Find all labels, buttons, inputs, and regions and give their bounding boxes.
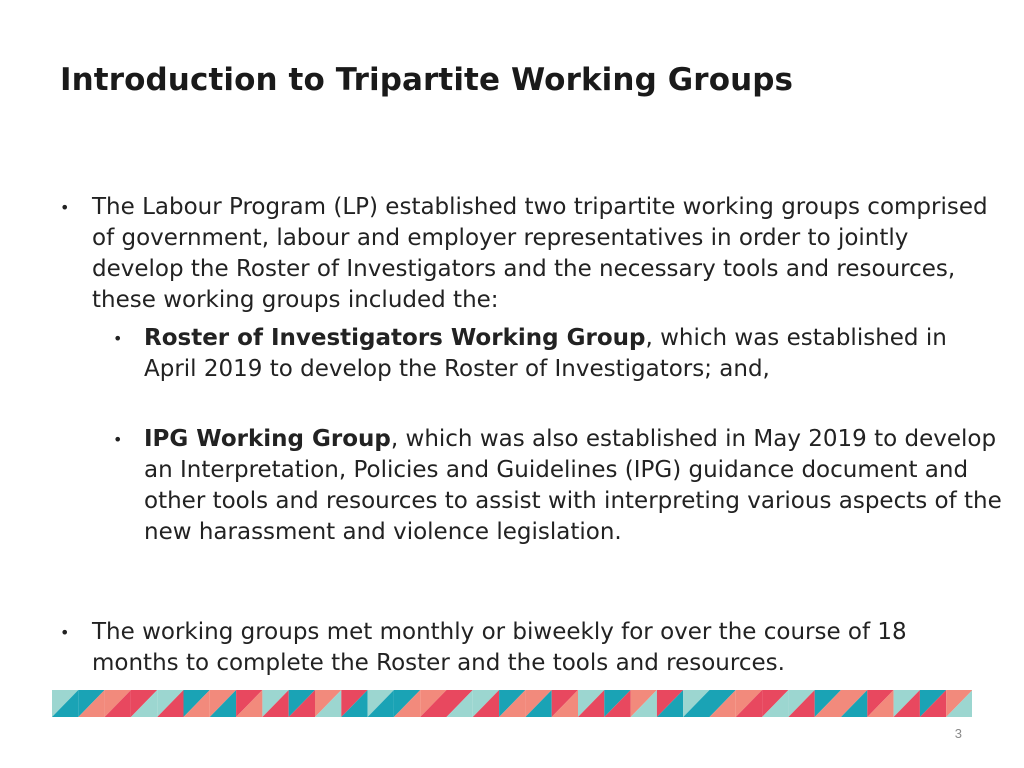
page-number: 3	[954, 726, 962, 741]
bullet-labour-program: The Labour Program (LP) established two tripartite working groups comprised of government, labour and employer representatives in order to jointly develop the Roster of Investigators and the necessary tools and resources, these working groups included the:	[92, 194, 988, 313]
sub-bullet-marker: •	[113, 329, 123, 348]
sub-bullet-roster-group	[144, 323, 1004, 385]
ipg-group-name: IPG Working Group	[144, 426, 391, 452]
sub-bullet-ipg-group	[144, 424, 1004, 548]
roster-group-description: , which was established in April 2019 to develop the Roster of Investigators; and,	[144, 325, 947, 382]
sub-bullet-marker: •	[113, 430, 123, 449]
roster-group-name: Roster of Investigators Working Group	[144, 325, 646, 351]
bullet-marker: •	[60, 198, 70, 217]
ipg-group-description: , which was also established in May 2019 to develop an Interpretation, Policies and Guidelines (IPG) guidance document and other tools and resources to assist with interpreting various aspects of the new harassment and violence legislation.	[144, 426, 1002, 545]
slide-title: Introduction to Tripartite Working Groups	[60, 62, 794, 98]
bullet-meeting-frequency: The working groups met monthly or biweekly for over the course of 18 months to complete the Roster and the tools and resources.	[92, 619, 907, 676]
bullet-marker: •	[60, 623, 70, 642]
decorative-triangle-band	[52, 690, 972, 717]
